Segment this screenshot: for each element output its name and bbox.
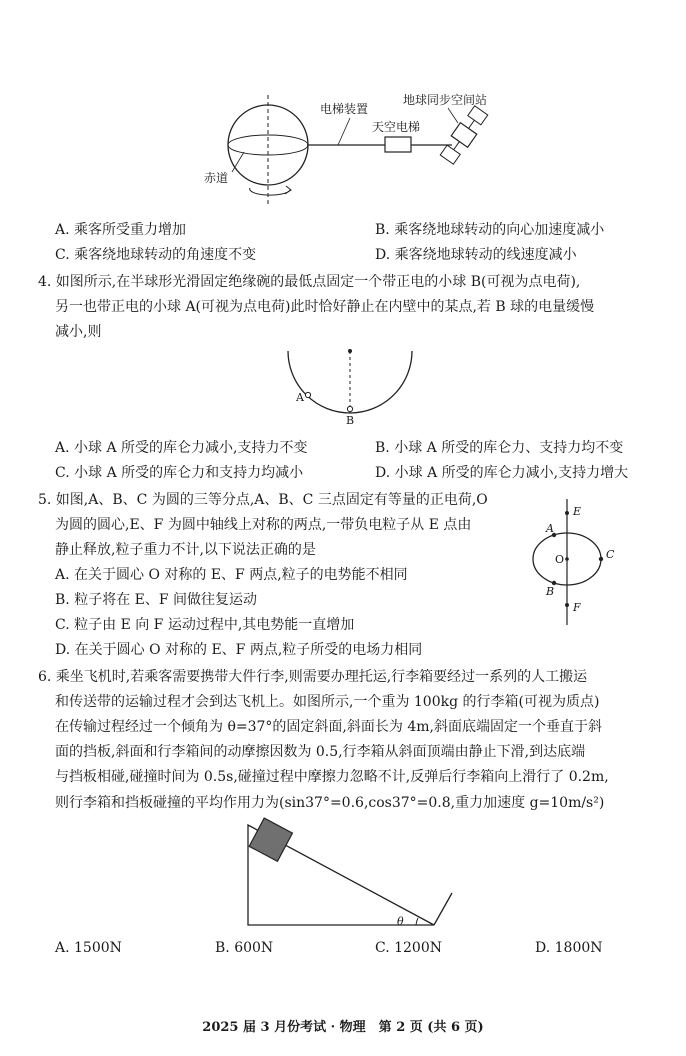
q5-label-f: F <box>573 601 581 614</box>
q6-stem-line1: 6. 乘坐飞机时,若乘客需要携带大件行李,则需要办理托运,行李箱要经过一系列的人工搬运 <box>38 669 588 685</box>
q4-label-b: B <box>346 414 355 427</box>
q4-option-b: B. 小球 A 所受的库仑力、支持力均不变 <box>375 440 624 456</box>
q4-option-a: A. 小球 A 所受的库仑力减小,支持力不变 <box>55 440 308 456</box>
q5-label-o: O <box>555 553 565 566</box>
q6-stem-line6: 则行李箱和挡板碰撞的平均作用力为(sin37°=0.6,cos37°=0.8,重力加速度 g=10m/s²) <box>55 795 605 811</box>
q6-option-c: C. 1200N <box>375 940 442 956</box>
q5-option-c: C. 粒子由 E 向 F 运动过程中,其电势能一直增加 <box>55 617 355 633</box>
charges-circle-figure <box>525 495 615 630</box>
q5-label-e: E <box>573 505 582 518</box>
q6-label-theta: θ <box>397 915 404 928</box>
q3-option-b: B. 乘客绕地球转动的向心加速度减小 <box>375 222 605 238</box>
q6-option-b: B. 600N <box>215 940 274 956</box>
q5-option-d: D. 在关于圆心 O 对称的 E、F 两点,粒子所受的电场力相同 <box>55 642 423 658</box>
q4-option-d: D. 小球 A 所受的库仑力减小,支持力增大 <box>375 465 629 481</box>
q6-stem-line3: 在传输过程经过一个倾角为 θ=37°的固定斜面,斜面长为 4m,斜面底端固定一个垂直于斜 <box>55 719 602 735</box>
q5-label-c: C <box>606 548 615 561</box>
q3-option-c: C. 乘客绕地球转动的角速度不变 <box>55 247 257 263</box>
q5-label-a: A <box>546 522 554 535</box>
label-elevator-device: 电梯装置 <box>320 102 369 116</box>
q4-option-c: C. 小球 A 所受的库仑力和支持力均减小 <box>55 465 304 481</box>
q5-label-b: B <box>546 585 555 598</box>
page-footer: 2025 届 3 月份考试 · 物理 第 2 页 (共 6 页) <box>202 1020 484 1035</box>
q4-stem-line1: 4. 如图所示,在半球形光滑固定绝缘碗的最低点固定一个带正电的小球 B(可视为点电荷), <box>38 274 581 290</box>
label-sky-elevator: 天空电梯 <box>372 120 421 134</box>
q5-stem-line3: 静止释放,粒子重力不计,以下说法正确的是 <box>55 542 316 558</box>
q5-stem-line1: 5. 如图,A、B、C 为圆的三等分点,A、B、C 三点固定有等量的正电荷,O <box>38 492 488 508</box>
q4-stem-line2: 另一也带正电的小球 A(可视为点电荷)此时恰好静止在内壁中的某点,若 B 球的电量缓慢 <box>55 299 595 315</box>
q6-option-a: A. 1500N <box>55 940 122 956</box>
q4-label-a: A <box>296 391 304 404</box>
q5-option-a: A. 在关于圆心 O 对称的 E、F 两点,粒子的电势能不相同 <box>55 567 408 583</box>
q5-stem-line2: 为圆的圆心,E、F 为圆中轴线上对称的两点,一带负电粒子从 E 点由 <box>55 517 472 533</box>
q4-stem-line3: 减小,则 <box>55 324 102 340</box>
q3-option-a: A. 乘客所受重力增加 <box>55 222 187 238</box>
q6-stem-line4: 面的挡板,斜面和行李箱间的动摩擦因数为 0.5,行李箱从斜面顶端由静止下滑,到达底端 <box>55 744 586 760</box>
incline-figure <box>240 815 460 935</box>
q6-option-d: D. 1800N <box>535 940 603 956</box>
q3-option-d: D. 乘客绕地球转动的线速度减小 <box>375 247 577 263</box>
label-space-station: 地球同步空间站 <box>403 93 488 107</box>
label-equator: 赤道 <box>204 171 229 185</box>
q6-stem-line5: 与挡板相碰,碰撞时间为 0.5s,碰撞过程中摩擦力忽略不计,反弹后行李箱向上滑行了 0.2m, <box>55 769 609 785</box>
q5-option-b: B. 粒子将在 E、F 间做往复运动 <box>55 592 258 608</box>
q6-stem-line2: 和传送带的运输过程才会到达飞机上。如图所示,一个重为 100kg 的行李箱(可视为质点) <box>55 694 600 710</box>
